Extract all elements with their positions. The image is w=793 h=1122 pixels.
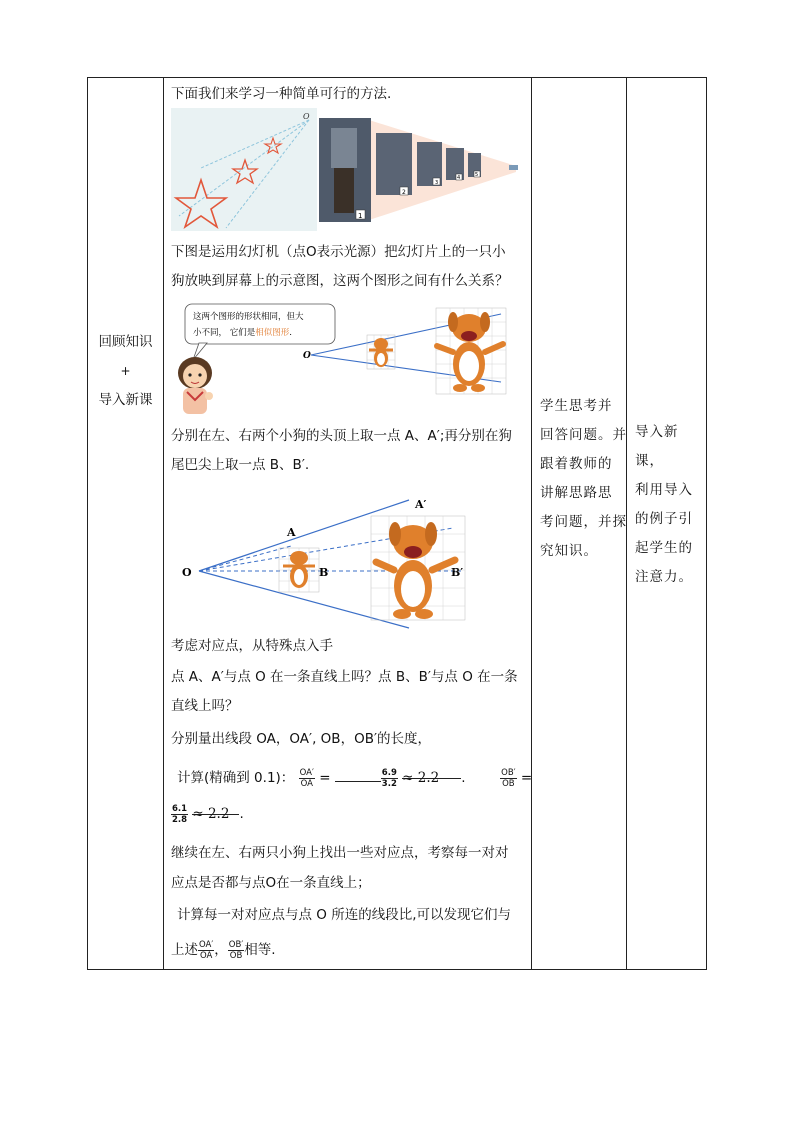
lesson-table	[87, 77, 707, 970]
measure-text: 分别量出线段 OA，OA′, OB，OB′的长度，	[171, 731, 432, 747]
answer-blank	[402, 764, 461, 786]
intent-line: 起学生的	[635, 540, 693, 556]
continue-line-1: 继续在左、右两只小狗上找出一些对应点，考察每一对对	[171, 845, 509, 861]
take-points-line-2: 尾巴尖上取一点 B、B′.	[171, 457, 310, 473]
intent-line: 利用导入	[635, 482, 693, 498]
ray-oa	[199, 546, 291, 571]
compute-line-1: 计算每一对对应点与点 O 所连的线段比,可以发现它们与	[177, 907, 511, 923]
fraction-value	[381, 768, 398, 789]
origin-label: O	[303, 112, 310, 121]
consider-text: 考虑对应点，从特殊点入手	[171, 638, 333, 654]
fraction-denominator: OA	[199, 950, 213, 961]
fraction-numerator: OA′	[199, 939, 214, 950]
question-2-line-1: 点 A、A′与点 O 在一条直线上吗？点 B、B′与点 O 在一条	[171, 669, 518, 685]
bubble-line-1: 这两个图形的形状相同，但大	[193, 312, 304, 322]
fraction-numerator: OB′	[228, 939, 244, 950]
slide-num: 2	[402, 189, 406, 196]
student-activity-cell	[537, 392, 630, 566]
fraction-numerator: OB′	[501, 767, 516, 778]
girl-illustration-icon	[178, 357, 213, 414]
point-o-label: O	[182, 566, 192, 579]
slide-num: 5	[475, 172, 479, 178]
continue-line-2: 应点是否都与点O在一条直线上；	[171, 875, 371, 891]
approx-value: ≈ 2.2	[402, 770, 440, 786]
fraction-oa	[299, 768, 315, 789]
design-intent-cell	[633, 418, 707, 592]
take-points-line-1: 分别在左、右两个小狗的头顶上取一点 A、A′;再分别在狗	[171, 428, 512, 444]
horse-figure-icon	[334, 168, 354, 213]
equals-sign: =	[319, 770, 331, 786]
large-dog-icon	[437, 312, 503, 392]
compute-line-2	[171, 936, 276, 964]
fraction-numerator: OA′	[299, 767, 314, 778]
intent-line: 注意力。	[635, 569, 693, 585]
point-a-prime-label: A′	[415, 498, 427, 511]
projection-figure-stars-slides	[171, 108, 523, 231]
fraction-denominator: OA	[300, 778, 313, 789]
calculation-line-2	[171, 800, 244, 828]
bubble-highlight: 相似图形	[255, 328, 290, 338]
fraction-denominator: OB	[502, 778, 515, 789]
point-b-label: B	[319, 566, 329, 579]
fraction-oa	[198, 940, 214, 961]
speech-bubble	[185, 304, 335, 344]
column-divider	[163, 78, 164, 969]
fraction-numerator: 6.9	[381, 767, 397, 778]
small-dog-icon	[283, 551, 315, 588]
bubble-line-2	[193, 327, 292, 338]
student-line: 考问题，并探	[540, 514, 627, 530]
fraction-denominator: 2.8	[172, 814, 188, 825]
stage-cell	[88, 328, 163, 415]
stage-label-1: 回顾知识	[98, 334, 153, 350]
stage-label-2: 导入新课	[98, 392, 153, 408]
comma: ，	[214, 942, 228, 958]
question-1-line-1: 下图是运用幻灯机（点O表示光源）把幻灯片上的一只小	[171, 244, 506, 260]
slide-num: 3	[435, 180, 439, 186]
question-1-line-2: 狗放映到屏幕上的示意图，这两个图形之间有什么关系？	[171, 273, 509, 289]
answer-blank	[335, 767, 381, 782]
intro-text: 下面我们来学习一种简单可行的方法.	[171, 86, 392, 102]
bubble-text-end: .	[289, 328, 292, 338]
stage-label-plus: +	[120, 364, 131, 378]
small-dog-icon	[369, 338, 393, 367]
fraction-value	[171, 804, 188, 825]
slide-num: 4	[457, 175, 461, 181]
student-line: 讲解思路思	[540, 485, 613, 501]
bubble-text: 小不同， 它们是	[193, 328, 256, 338]
fraction-ob	[500, 768, 516, 789]
student-line: 跟着教师的	[540, 456, 613, 472]
period: .	[461, 770, 466, 786]
answer-blank	[192, 800, 239, 822]
origin-o-label: O	[303, 351, 311, 361]
calc-prefix: 计算(精确到 0.1)：	[177, 770, 295, 786]
knight-figure-icon	[331, 128, 357, 168]
fraction-denominator: OB	[229, 950, 243, 961]
student-line: 究知识。	[540, 543, 598, 559]
question-2-line-2: 直线上吗？	[171, 698, 239, 714]
equals-sign: =	[520, 770, 533, 786]
point-b-prime-label: B′	[451, 566, 464, 579]
corresponding-points-figure	[171, 490, 523, 632]
student-line: 学生思考并	[540, 398, 613, 414]
point-a-label: A	[287, 526, 296, 539]
intent-line: 的例子引	[635, 511, 693, 527]
column-divider	[531, 78, 532, 969]
fraction-ob	[228, 940, 244, 961]
student-line: 回答问题。并	[540, 427, 627, 443]
approx-value: ≈ 2.2	[192, 806, 230, 822]
compute-prefix: 上述	[171, 942, 198, 958]
projector-dog-figure	[171, 300, 523, 420]
calculation-line	[177, 764, 532, 792]
fraction-denominator: 3.2	[381, 778, 397, 789]
intent-line: 导入新课，	[635, 424, 679, 469]
fraction-numerator: 6.1	[172, 803, 188, 814]
slide-num: 1	[358, 212, 363, 220]
compute-suffix: 相等.	[244, 942, 276, 958]
projector-icon	[509, 165, 518, 170]
slide-2-image	[376, 133, 412, 195]
period: .	[239, 806, 244, 822]
